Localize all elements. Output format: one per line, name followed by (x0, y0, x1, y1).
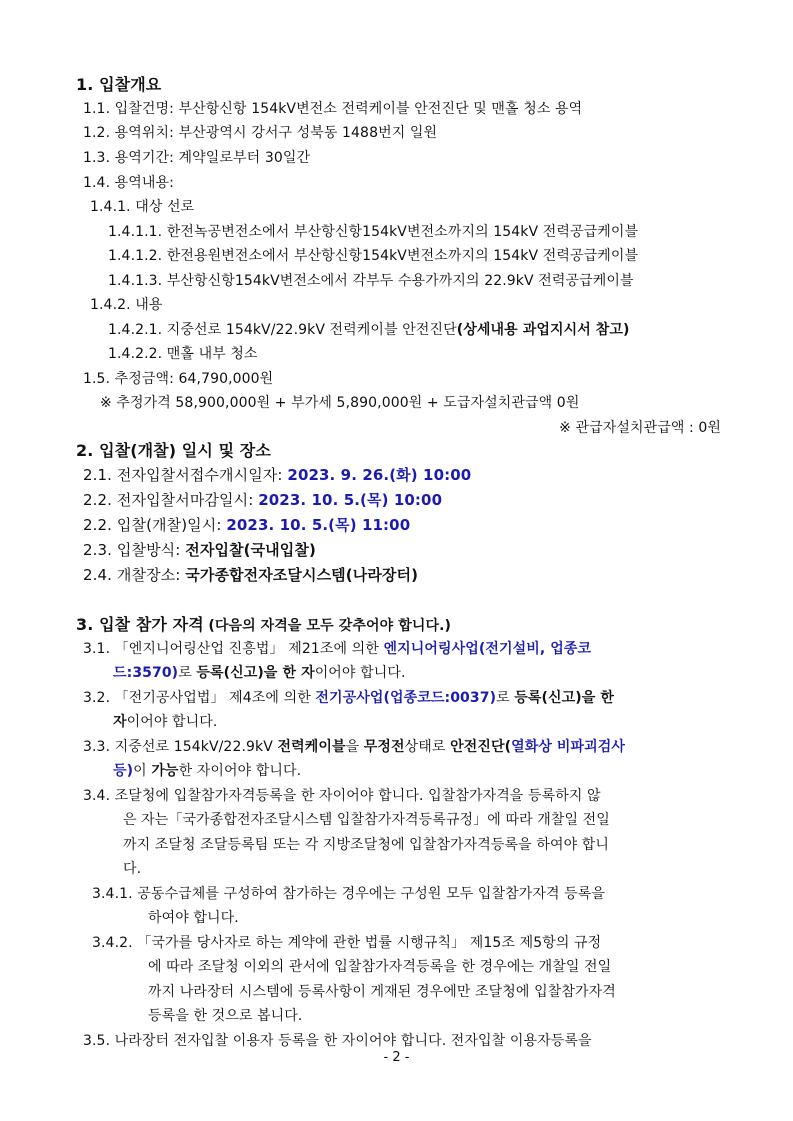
item-3-1-code: 드:3570) (113, 665, 179, 681)
section-3-title: 3. 입찰 참가 자격 (76, 615, 204, 634)
item-1-4-1: 1.4.1. 대상 선로 (90, 199, 195, 215)
item-2-2-value: 2023. 10. 5.(목) 10:00 (258, 491, 443, 509)
item-3-3-line2 (113, 762, 301, 780)
section-2-title: 2. 입찰(개찰) 일시 및 장소 (76, 441, 271, 460)
supply-note: ※ 관급자설치관급액 : 0원 (559, 420, 721, 436)
item-3-2-line1 (83, 689, 614, 707)
item-3-2-registered: 등록(신고)을 한 (514, 690, 614, 706)
item-3-4-2-line2: 에 따라 조달청 이외의 관서에 입찰참가자격등록을 한 경우에는 개찰일 전일 (148, 959, 612, 975)
item-3-1-ro: 로 (178, 665, 197, 681)
item-3-3-diagnosis: 안전진단( (450, 739, 512, 755)
item-2-3-label: 2.3. 입찰방식: (83, 541, 186, 559)
item-2-1-label: 2.1. 전자입찰서접수개시일자: (83, 466, 288, 484)
item-2-1-value: 2023. 9. 26.(화) 10:00 (287, 466, 472, 484)
item-1-5: 1.5. 추정금액: 64,790,000원 (83, 371, 274, 387)
item-3-4-line4: 다. (123, 861, 142, 877)
item-2-2b-value: 2023. 10. 5.(목) 11:00 (226, 516, 411, 534)
section-3-title-note: (다음의 자격을 모두 갖추어야 합니다.) (208, 618, 451, 634)
item-3-1-line1 (83, 640, 591, 658)
item-3-3-possible: 가능 (151, 763, 179, 779)
item-3-2-end: 이어야 합니다. (126, 714, 218, 730)
item-3-4-line2: 은 자는「국가종합전자조달시스템 입찰참가자격등록규정」에 따라 개찰일 전일 (123, 812, 610, 828)
item-3-3-etc: 등) (113, 763, 134, 779)
item-2-2 (83, 491, 442, 509)
section-3-heading (76, 615, 451, 635)
item-1-4-1-3: 1.4.1.3. 부산항신항154kV변전소에서 각부두 수용가까지의 22.9kV 전력공급케이블 (108, 273, 634, 289)
item-2-2b (83, 516, 410, 534)
item-1-1: 1.1. 입찰건명: 부산항신항 154kV변전소 전력케이블 안전진단 및 맨홀 청소 용역 (83, 101, 583, 117)
item-3-2-ja: 자 (113, 714, 127, 730)
item-1-4-1-2: 1.4.1.2. 한전용원변전소에서 부산항신항154kV변전소까지의 154kV 전력공급케이블 (108, 248, 639, 264)
item-1-4-1-1: 1.4.1.1. 한전녹공변전소에서 부산항신항154kV변전소까지의 154kV 전력공급케이블 (108, 224, 639, 240)
item-3-3-text: 3.3. 지중선로 154kV/22.9kV (83, 739, 278, 755)
item-2-3 (83, 541, 316, 559)
item-1-2: 1.2. 용역위치: 부산광역시 강서구 성북동 1488번지 일원 (83, 125, 438, 141)
item-3-2-text: 3.2. 「전기공사업법」 제4조에 의한 (83, 690, 316, 706)
item-1-4-2-1-text: 1.4.2.1. 지중선로 154kV/22.9kV 전력케이블 안전진단 (108, 322, 457, 338)
item-1-4-2: 1.4.2. 내용 (90, 297, 163, 313)
item-2-3-value: 전자입찰(국내입찰) (185, 541, 316, 559)
item-3-1-end: 이어야 합니다. (314, 665, 406, 681)
item-2-4 (83, 566, 418, 584)
item-3-3-end: 한 자이어야 합니다. (178, 763, 302, 779)
item-3-4-2-line3: 까지 나라장터 시스템에 등록사항이 게재된 경우에만 조달청에 입찰참가자격 (148, 984, 616, 1000)
item-3-4-2-line1: 3.4.2. 「국가를 당사자로 하는 계약에 관한 법률 시행규칙」 제15조 제5항의 규정 (92, 935, 602, 951)
item-3-1-engineering: 엔지니어링사업(전기설비, 업종코 (383, 641, 592, 657)
item-3-3-live: 무정전 (363, 739, 405, 755)
item-3-3-state: 상태로 (404, 739, 451, 755)
item-1-3: 1.3. 용역기간: 계약일로부터 30일간 (83, 150, 311, 166)
item-2-4-label: 2.4. 개찰장소: (83, 566, 186, 584)
item-2-4-value: 국가종합전자조달시스템(나라장터) (185, 566, 419, 584)
item-3-1-registered: 등록(신고)을 한 자 (196, 665, 315, 681)
item-3-3-eul: 을 (345, 739, 364, 755)
item-3-4-line1: 3.4. 조달청에 입찰참가자격등록을 한 자이어야 합니다. 입찰참가자격을 등록하지 않 (83, 788, 601, 804)
item-1-4-2-2: 1.4.2.2. 맨홀 내부 청소 (108, 346, 258, 362)
item-3-2-electric: 전기공사업(업종코드:0037) (315, 690, 497, 706)
item-3-2-ro: 로 (496, 690, 515, 706)
item-2-2-label: 2.2. 전자입찰서마감일시: (83, 491, 259, 509)
item-3-4-1-line2: 하여야 합니다. (148, 910, 239, 926)
item-2-1 (83, 466, 471, 484)
item-3-3-i: 이 (133, 763, 152, 779)
item-1-4-2-1 (108, 321, 630, 339)
page-number: - 2 - (383, 1050, 410, 1065)
item-3-1-line2 (113, 664, 406, 682)
item-3-4-1-line1: 3.4.1. 공동수급체를 구성하여 참가하는 경우에는 구성원 모두 입찰참가자격 등록을 (92, 886, 606, 902)
item-3-4-line3: 까지 조달청 조달등록팀 또는 각 지방조달청에 입찰참가자격등록을 하여야 합니 (123, 837, 609, 853)
item-3-5: 3.5. 나라장터 전자입찰 이용자 등록을 한 자이어야 합니다. 전자입찰 이용자등록을 (83, 1033, 592, 1049)
item-3-3-thermal: 열화상 비파괴검사 (511, 739, 626, 755)
item-2-2b-label: 2.2. 입찰(개찰)일시: (83, 516, 227, 534)
item-3-4-2-line4: 등록을 한 것으로 봅니다. (148, 1008, 303, 1024)
item-3-3-cable: 전력케이블 (277, 739, 346, 755)
item-1-4-2-1-note: (상세내용 과업지시서 참고) (456, 322, 630, 338)
item-3-2-line2 (113, 713, 217, 731)
item-3-1-text: 3.1. 「엔지니어링산업 진흥법」 제21조에 의한 (83, 641, 384, 657)
item-1-4: 1.4. 용역내용: (83, 175, 174, 191)
section-1-title: 1. 입찰개요 (76, 75, 162, 94)
estimate-note: ※ 추정가격 58,900,000원 + 부가세 5,890,000원 + 도급자설치관급액 0원 (100, 395, 580, 411)
item-3-3-line1 (83, 738, 625, 756)
